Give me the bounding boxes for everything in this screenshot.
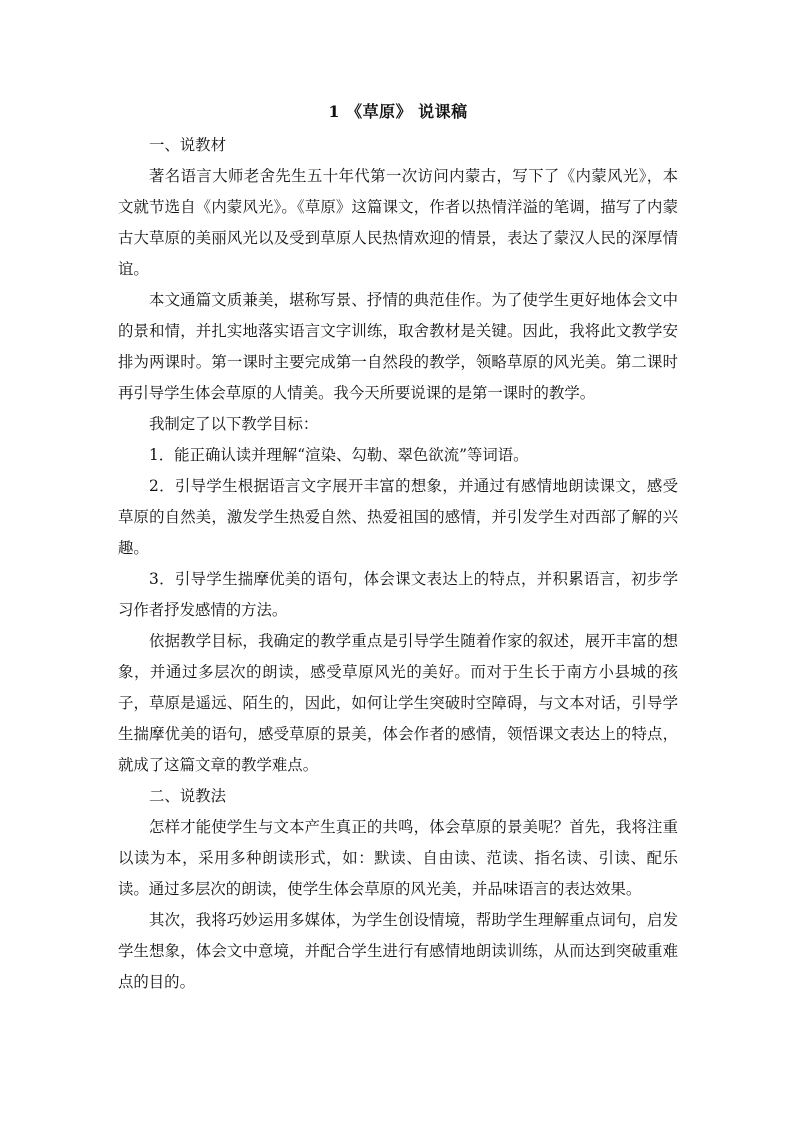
document-title: 1 《草原》 说课稿 [328, 102, 468, 121]
paragraph: 著名语言大师老舍先生五十年代第一次访问内蒙古，写下了《内蒙风光》，本文就节选自《内蒙风光》。《草原》这篇课文，作者以热情洋溢的笔调，描写了内蒙古大草原的美丽风光以及受到草原人民热情欢迎的情景，表达了蒙汉人民的深厚情谊。 [118, 167, 678, 278]
goal-item-2: 2．引导学生根据语言文字展开丰富的想象，并通过有感情地朗读课文，感受草原的自然美，激发学生热爱自然、热爱祖国的感情，并引发学生对西部了解的兴趣。 [118, 477, 678, 557]
paragraph: 怎样才能使学生与文本产生真正的共鸣，体会草原的景美呢？首先，我将注重以读为本，采用多种朗读形式，如：默读、自由读、范读、指名读、引读、配乐读。通过多层次的朗读，使学生体会草原的风光美，并品味语言的表达效果。 [118, 818, 678, 898]
paragraph: 本文通篇文质兼美，堪称写景、抒情的典范佳作。为了使学生更好地体会文中的景和情，并扎实地落实语言文字训练，取舍教材是关键。因此，我将此文教学安排为两课时。第一课时主要完成第一自然段的教学，领略草原的风光美。第二课时再引导学生体会草原的人情美。我今天所要说课的是第一课时的教学。 [118, 291, 678, 402]
paragraph: 我制定了以下教学目标： [149, 415, 319, 433]
paragraph: 依据教学目标，我确定的教学重点是引导学生随着作家的叙述，展开丰富的想象，并通过多层次的朗读，感受草原风光的美好。而对于生长于南方小县城的孩子，草原是遥远、陌生的，因此，如何让学生突破时空障碍，与文本对话，引导学生揣摩优美的语句，感受草原的景美，体会作者的感情，领悟课文表达上的特点，就成了这篇文章的教学难点。 [118, 632, 678, 774]
goal-item-3: 3．引导学生揣摩优美的语句，体会课文表达上的特点，并积累语言，初步学习作者抒发感情的方法。 [118, 570, 678, 619]
document-body [118, 98, 678, 998]
goal-item-1: 1．能正确认读并理解“渲染、勾勒、翠色欲流”等词语。 [149, 446, 529, 464]
section-heading-teaching-method: 二、说教法 [149, 787, 226, 805]
paragraph: 其次，我将巧妙运用多媒体，为学生创设情境，帮助学生理解重点词句，启发学生想象，体会文中意境，并配合学生进行有感情地朗读训练，从而达到突破重难点的目的。 [118, 911, 678, 991]
section-heading-teaching-material: 一、说教材 [149, 136, 226, 154]
